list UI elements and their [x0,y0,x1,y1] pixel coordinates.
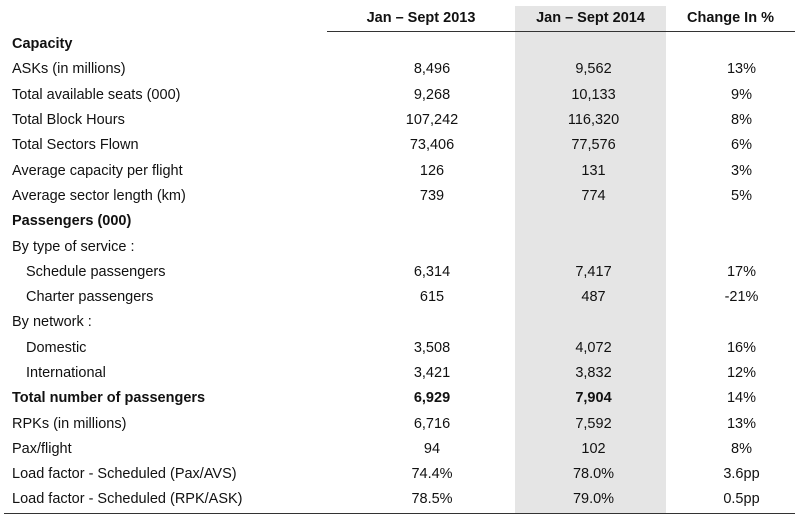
value-2013: 739 [419,187,445,204]
value-change [666,234,795,259]
row-label: By type of service : [12,238,135,255]
row-label: Average sector length (km) [12,187,186,204]
value-2013 [327,209,515,234]
total-row [4,386,795,411]
value-change: 8% [731,112,752,129]
header-jan-sept-2014: Jan – Sept 2014 [515,6,666,32]
value-2014: 3,832 [515,361,666,386]
table-row [4,361,795,386]
value-change: 0.5pp [666,487,795,513]
row-label: Pax/flight [12,440,72,457]
value-change: 14% [726,390,757,407]
value-2013: 73,406 [409,137,455,154]
value-2013: 6,314 [413,263,451,280]
subheader-row [4,310,795,335]
section-header-row [4,209,795,234]
value-change: 9% [731,86,752,103]
value-2014: 102 [515,437,666,462]
value-2013: 126 [419,162,445,179]
value-2014: 116,320 [515,108,666,133]
value-2014: 7,592 [515,411,666,436]
row-label: Average capacity per flight [12,162,183,179]
value-2014: 79.0% [515,487,666,513]
row-label: Total Block Hours [12,112,125,129]
value-2014: 131 [515,158,666,183]
value-2013 [327,234,515,259]
value-2014: 77,576 [515,133,666,158]
value-change: 5% [731,187,752,204]
subheader-row [4,234,795,259]
value-2014: 7,417 [515,260,666,285]
value-2013: 3,421 [413,365,451,381]
row-label: International [26,365,106,381]
value-change: 13% [726,61,757,78]
header-change-percent: Change In % [666,6,795,32]
value-2013: 78.5% [327,487,515,513]
value-change: 16% [726,339,757,356]
value-2014: 4,072 [515,336,666,361]
value-2014 [515,209,666,234]
row-label: ASKs (in millions) [12,61,126,78]
value-2013: 8,496 [413,61,451,78]
value-2014: 10,133 [515,83,666,108]
value-2013: 3,508 [413,339,451,356]
table-row [4,108,795,133]
value-change [666,209,795,234]
value-change: 3.6pp [723,466,760,483]
value-2014 [515,310,666,335]
value-2014 [515,32,666,58]
value-change: 17% [726,263,757,280]
value-2013: 107,242 [405,112,459,129]
value-2013: 615 [419,289,445,306]
table-row [4,260,795,285]
operating-statistics-table [4,6,795,514]
row-label: Domestic [26,339,87,356]
value-2014: 78.0% [515,462,666,487]
table-row [4,437,795,462]
section-header-row [4,32,795,58]
table-header-row [4,6,795,32]
value-change: 12% [726,365,757,381]
row-label: By network : [12,314,92,331]
value-change [666,310,795,335]
header-corner [4,6,327,32]
row-label: Schedule passengers [26,263,166,280]
value-2013: 74.4% [411,466,453,483]
header-jan-sept-2013: Jan – Sept 2013 [327,6,515,32]
value-2013: 6,716 [413,415,451,432]
table-row [4,158,795,183]
table-row [4,57,795,82]
row-label: Passengers (000) [12,213,132,230]
table-body [4,32,795,514]
row-label: Total Sectors Flown [12,137,139,154]
table-row [4,487,795,513]
row-label: Load factor - Scheduled (Pax/AVS) [12,466,237,483]
table-row [4,83,795,108]
value-change: 6% [731,137,752,154]
table-row [4,285,795,310]
value-change [666,32,795,58]
row-label: RPKs (in millions) [12,415,127,432]
value-2013: 94 [423,440,441,457]
row-label: Charter passengers [26,289,154,306]
table-row [4,336,795,361]
value-change: 3% [731,162,752,179]
table-row [4,184,795,209]
value-2013 [327,32,515,58]
value-2014: 7,904 [515,386,666,411]
value-2013 [327,310,515,335]
value-2014: 9,562 [515,57,666,82]
value-2014: 487 [515,285,666,310]
row-label: Capacity [12,35,73,52]
value-change: 8% [731,440,752,457]
value-2013: 9,268 [413,86,451,103]
row-label: Total number of passengers [12,390,206,407]
table-row [4,462,795,487]
row-label: Load factor - Scheduled (RPK/ASK) [4,487,327,513]
value-2014 [515,234,666,259]
value-change: 13% [726,415,757,432]
value-2013: 6,929 [413,390,451,407]
table-row [4,133,795,158]
table-row [4,411,795,436]
value-change: -21% [724,289,759,306]
row-label: Total available seats (000) [12,86,181,103]
value-2014: 774 [515,184,666,209]
